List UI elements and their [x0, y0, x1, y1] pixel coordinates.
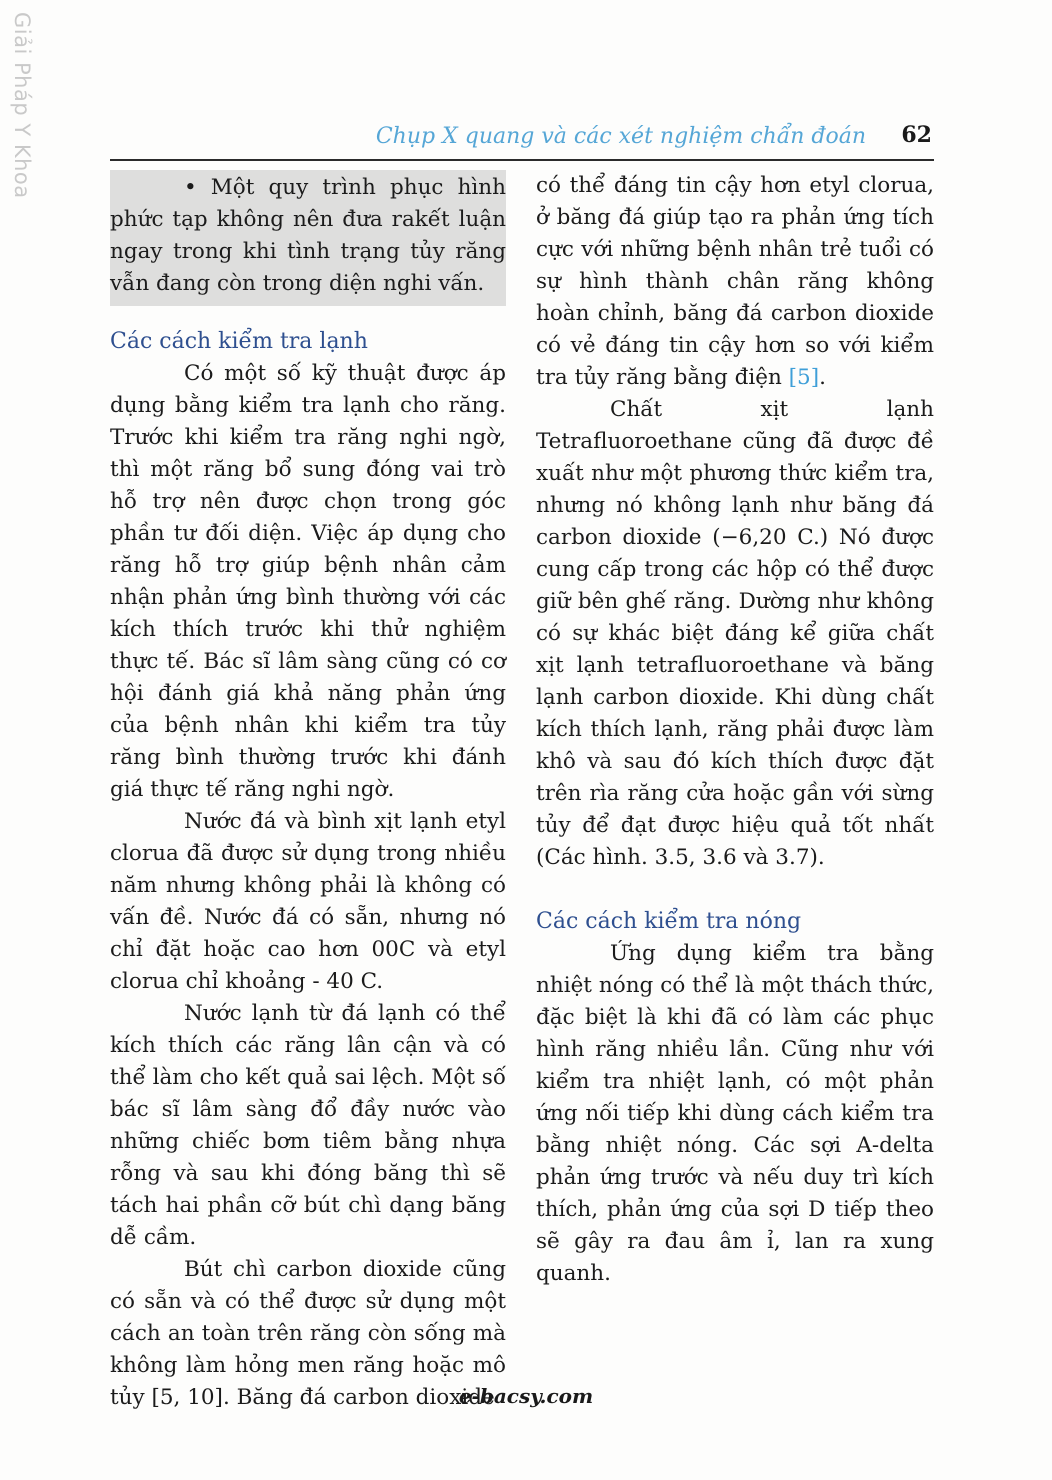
paragraph: Nước đá và bình xịt lạnh etyl clorua đã được sử dụng trong nhiều năm nhưng không phải là không có vấn đề. Nước đá có sẵn, nhưng nó chỉ đặt hoặc cao hơn 00C và etyl clorua chỉ khoảng - 40 C. — [110, 809, 506, 994]
citation-link[interactable]: [5] — [788, 365, 820, 390]
continuation-text: có thể đáng tin cậy hơn etyl clorua, ở băng đá giúp tạo ra phản ứng tích cực với những bệnh nhân trẻ tuổi có sự hình thành chân răng không hoàn chỉnh, băng đá carbon dioxide có vẻ đáng tin cậy hơn so với kiểm tra tủy răng bằng điện — [536, 173, 934, 390]
header-rule — [110, 159, 934, 161]
right-column — [536, 170, 934, 1290]
paragraph: Bút chì carbon dioxide cũng có sẵn và có thể được sử dụng một cách an toàn trên răng còn sống mà không làm hỏng men răng hoặc mô tủy [5, 10]. Băng đá carbon dioxide — [110, 1257, 506, 1410]
paragraph: Có một số kỹ thuật được áp dụng bằng kiểm tra lạnh cho răng. Trước khi kiểm tra răng nghi ngờ, thì một răng bổ sung đóng vai trò hỗ trợ nên được chọn trong góc phần tư đối diện. Việc áp dụng cho răng hỗ trợ giúp bệnh nhân cảm nhận phản ứng bình thường với các kích thích trước khi thử nghiệm thực tế. Bác sĩ lâm sàng cũng có cơ hội đánh giá khả năng phản ứng của bệnh nhân khi kiểm tra tủy răng bình thường trước khi đánh giá thực tế răng nghi ngờ. — [110, 361, 506, 802]
section-heading-heat-tests: Các cách kiểm tra nóng — [536, 909, 802, 934]
header-title: Chụp X quang và các xét nghiệm chẩn đoán — [375, 124, 866, 149]
side-watermark: Giải Pháp Y Khoa — [10, 12, 34, 199]
callout-box — [110, 170, 506, 306]
page-number: 62 — [901, 122, 932, 148]
running-header — [110, 124, 934, 158]
paragraph: Nước lạnh từ đá lạnh có thể kích thích các răng lân cận và có thể làm cho kết quả sai lệch. Một số bác sĩ lâm sàng đổ đầy nước vào những chiếc bơm tiêm bằng nhựa rỗng và sau khi đóng băng thì sẽ tách hai phần cỡ bút chì dạng băng dễ cầm. — [110, 1001, 506, 1250]
paragraph: Ứng dụng kiểm tra bằng nhiệt nóng có thể là một thách thức, đặc biệt là khi đã có làm các phục hình răng nhiều lần. Cũng như với kiểm tra nhiệt lạnh, có một phản ứng nối tiếp khi dùng cách kiểm tra bằng nhiệt nóng. Các sợi A-delta phản ứng trước và nếu duy trì kích thích, phản ứng của sợi D tiếp theo sẽ gây ra đau âm ỉ, lan ra xung quanh. — [536, 941, 934, 1286]
footer-site: e-bacsy.com — [458, 1384, 594, 1408]
paragraph-continuation — [536, 170, 934, 394]
left-column — [110, 170, 506, 1414]
paragraph: Chất xịt lạnh Tetrafluoroethane cũng đã được đề xuất như một phương thức kiểm tra, nhưng nó không lạnh như băng đá carbon dioxide (−6,20 C.) Nó được cung cấp trong các hộp có thể được giữ bên ghế răng. Dường như không có sự khác biệt đáng kể giữa chất xịt lạnh tetrafluoroethane và băng lạnh carbon dioxide. Khi dùng chất kích thích lạnh, răng phải được làm khô và sau đó kích thích được đặt trên rìa răng cửa hoặc gần với sừng tủy để đạt được hiệu quả tốt nhất (Các hình. 3.5, 3.6 và 3.7). — [536, 397, 934, 870]
section-heading-cold-tests: Các cách kiểm tra lạnh — [110, 329, 368, 354]
continuation-end: . — [819, 365, 826, 390]
callout-text: • Một quy trình phục hình phức tạp không nên đưa rakết luận ngay trong khi tình trạng tủy răng vẫn đang còn trong diện nghi vấn. — [110, 175, 506, 296]
